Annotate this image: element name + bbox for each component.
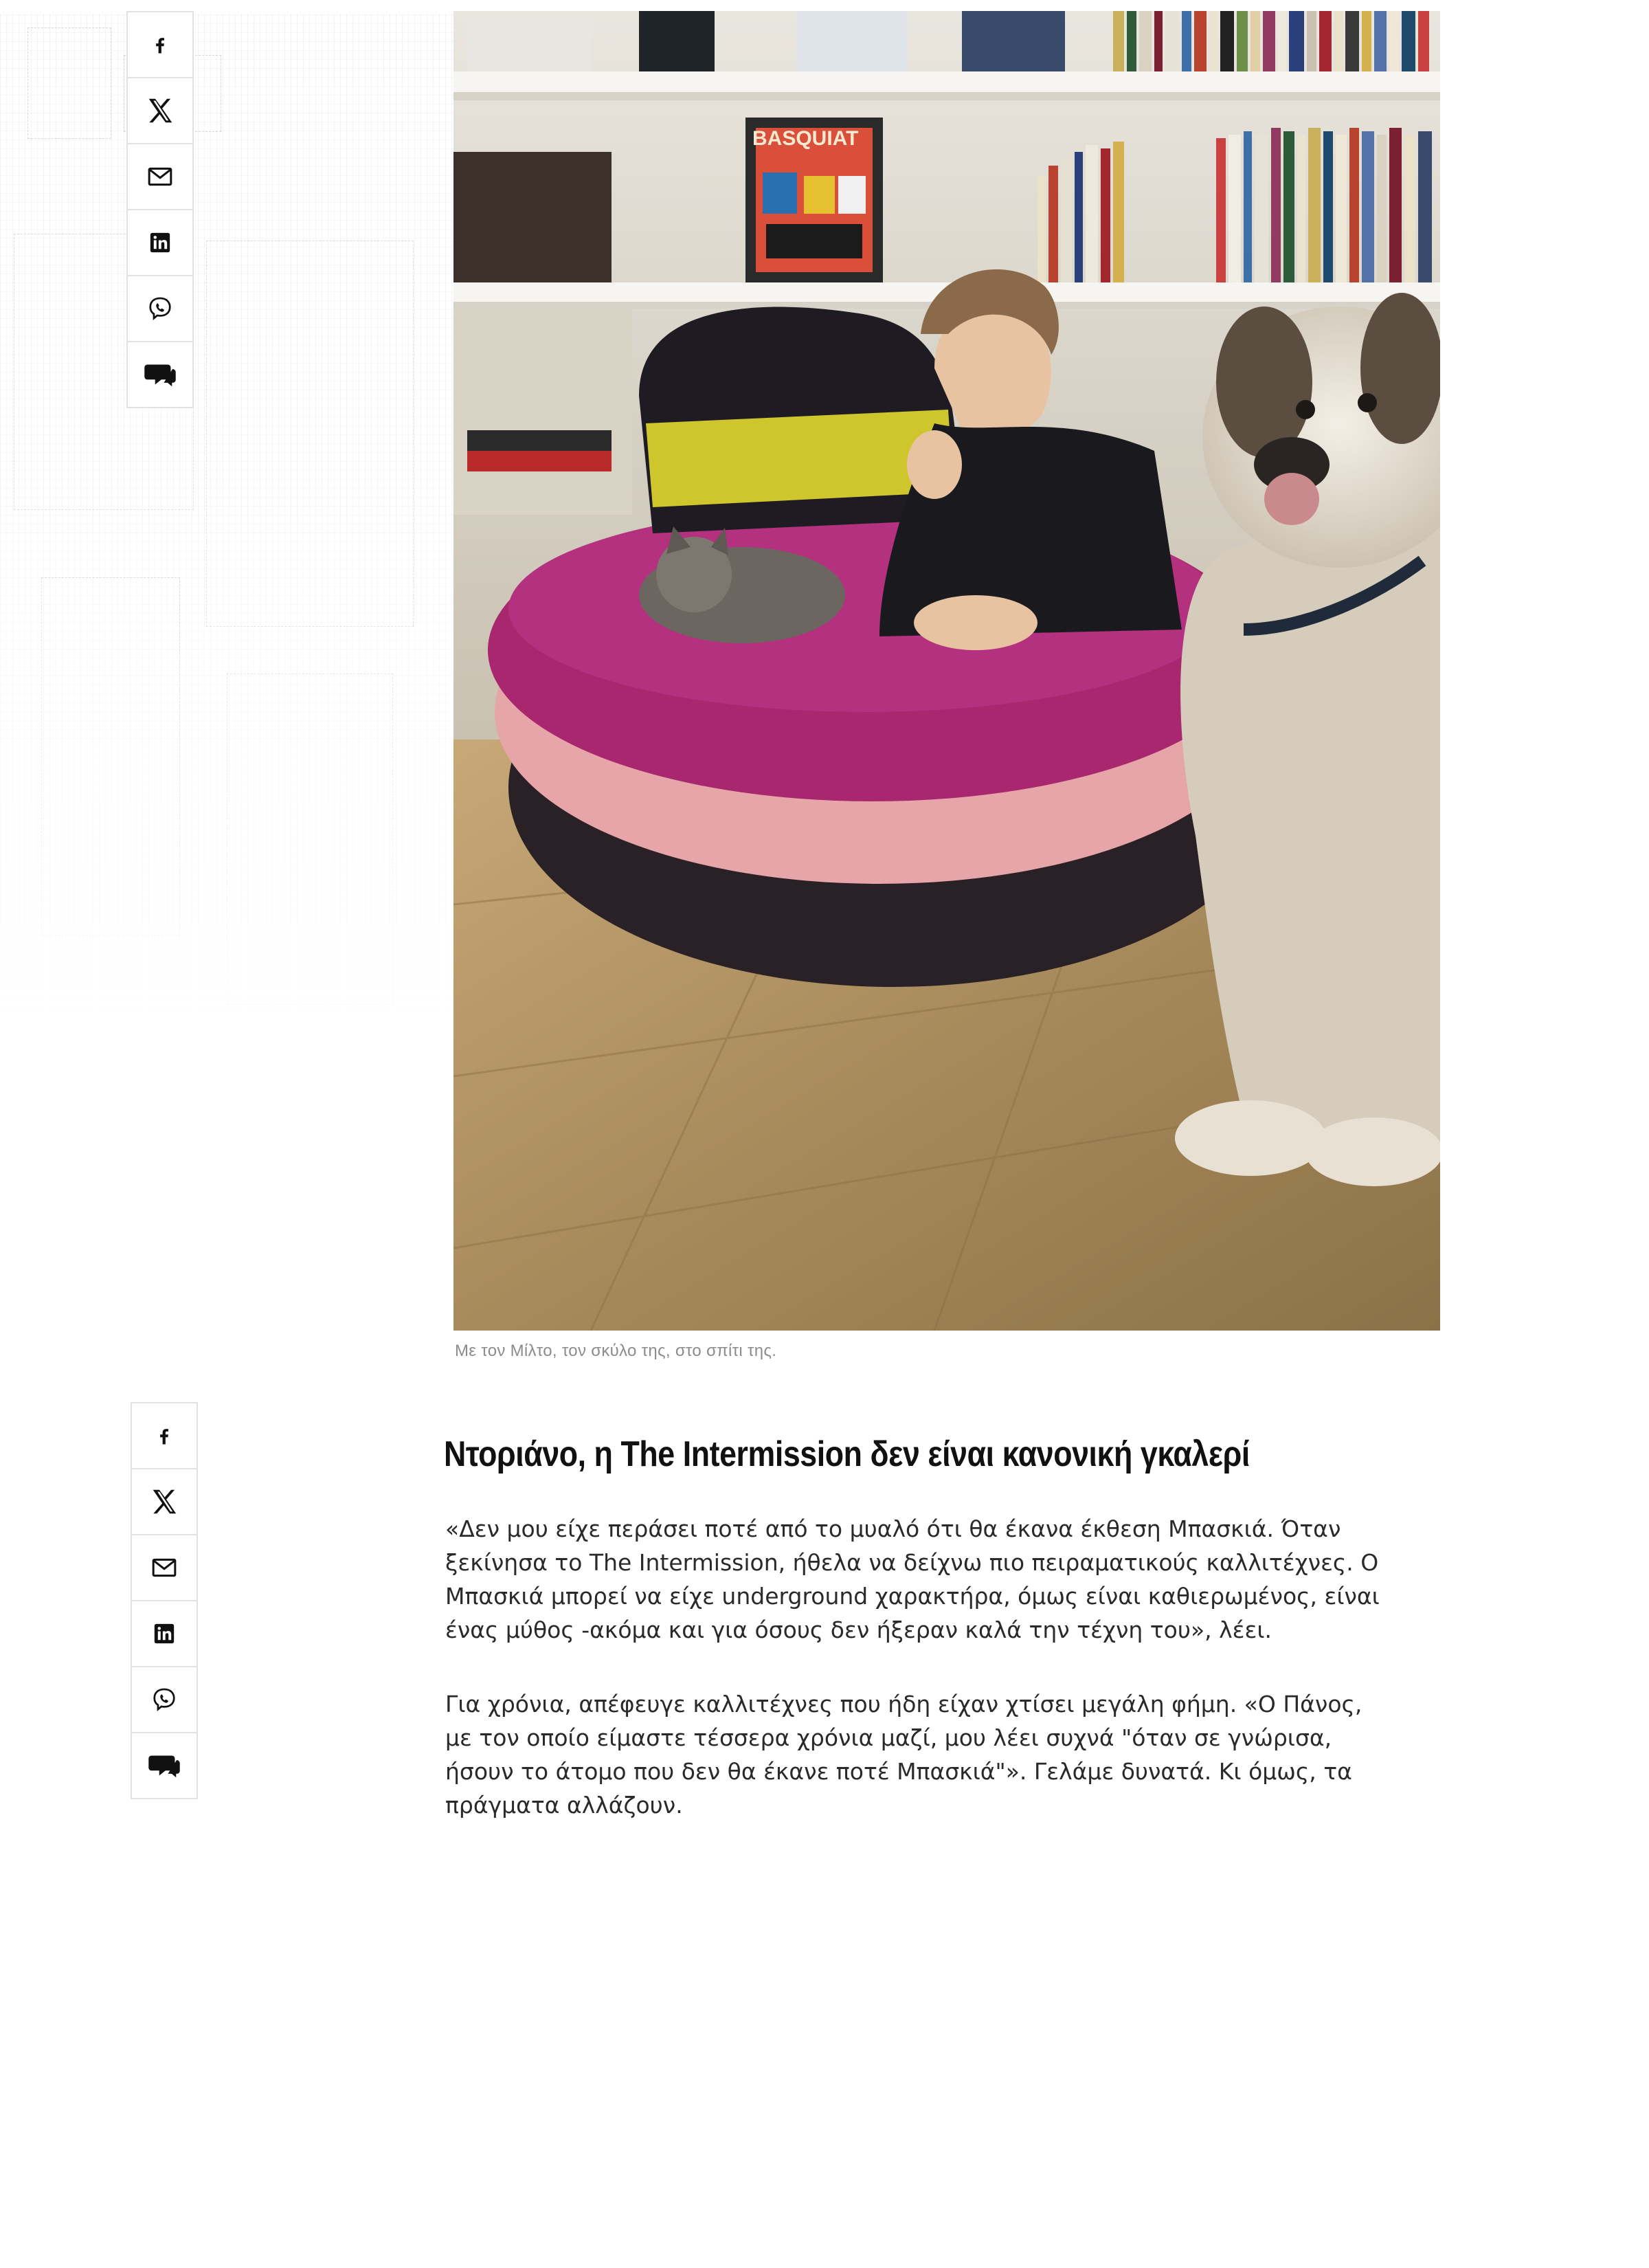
- article-paragraph-1: «Δεν μου είχε περάσει ποτέ από το μυαλό ότι θα έκανα έκθεση Μπασκιά. Όταν ξεκίνησα το The Intermission, ήθελα να δείχνω πιο πειραματικούς καλλιτέχνες. Ο Μπασκιά μπορεί να είχε underground χαρακτήρα, όμως είναι καθιερωμένος, είναι ένας μύθος -ακόμα και για όσους δεν ήξεραν καλά την τέχνη του», λέει.: [445, 1515, 1380, 1643]
- book-title: BASQUIAT: [752, 127, 859, 150]
- photo-caption: Με τον Μίλτο, τον σκύλο της, στο σπίτι της.: [455, 1342, 777, 1360]
- share-facebook-button[interactable]: [128, 12, 192, 78]
- x-icon: [144, 95, 176, 126]
- x-icon: [148, 1486, 180, 1517]
- article-paragraph-2: Για χρόνια, απέφευγε καλλιτέχνες που ήδη είχαν χτίσει μεγάλη φήμη. «Ο Πάνος, με τον οποίο είμαστε τέσσερα χρόνια μαζί, μου λέει συχνά "όταν σε γνώρισα, ήσουν το άτομο που δεν θα έκανε ποτέ Μπασκιά"». Γελάμε δυνατά. Κι όμως, τα πράγματα αλλάζουν.: [445, 1691, 1362, 1819]
- facebook-icon: [150, 34, 170, 55]
- share-x-button[interactable]: [132, 1469, 197, 1535]
- share-toolbar-top: [126, 11, 194, 408]
- share-toolbar-bottom: [131, 1402, 198, 1799]
- viber-icon: [147, 296, 173, 322]
- share-comments-button[interactable]: [132, 1733, 197, 1798]
- photo-illustration: [453, 11, 1440, 1331]
- share-mail-button[interactable]: [132, 1535, 197, 1601]
- share-linkedin-button[interactable]: [128, 210, 192, 276]
- article-photo: [453, 11, 1440, 1331]
- viber-icon: [151, 1687, 177, 1713]
- linkedin-icon: [153, 1622, 176, 1645]
- mail-icon: [150, 1554, 178, 1581]
- share-linkedin-button[interactable]: [132, 1601, 197, 1667]
- linkedin-icon: [148, 231, 172, 254]
- share-x-button[interactable]: [128, 78, 192, 144]
- section-heading: Ντοριάνο, η The Intermission δεν είναι κανονική γκαλερί: [444, 1434, 1250, 1474]
- comments-icon: [148, 1752, 181, 1779]
- background-artifact: [0, 14, 453, 1141]
- mail-icon: [146, 163, 174, 190]
- comments-icon: [144, 361, 177, 388]
- share-viber-button[interactable]: [128, 276, 192, 342]
- share-comments-button[interactable]: [128, 342, 192, 407]
- share-facebook-button[interactable]: [132, 1403, 197, 1469]
- share-mail-button[interactable]: [128, 144, 192, 210]
- facebook-icon: [154, 1425, 175, 1446]
- share-viber-button[interactable]: [132, 1667, 197, 1733]
